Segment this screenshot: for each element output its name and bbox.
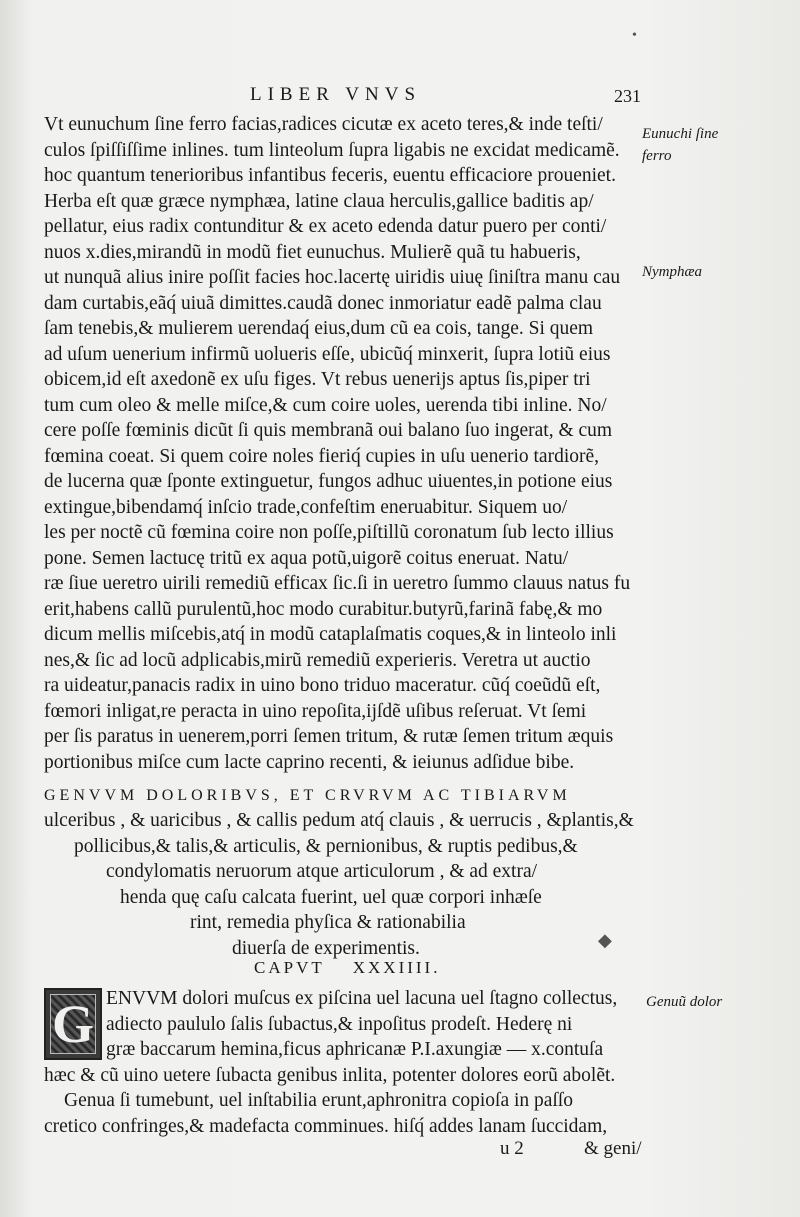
text-line: extingue,bibendamq́ inſcio trade,confeſtim eneruabitur. Siquem uo/ (44, 496, 568, 518)
text-line: cretico confringes,& madefacta comminues. hiſq́ addes lanam ſuccidam, (44, 1115, 608, 1137)
section-line: condylomatis neruorum atque articulorum , & ad extra/ (106, 861, 538, 882)
text-line: græ baccarum hemina,ficus aphricanæ P.I.axungiæ — x.contuſa (106, 1039, 604, 1060)
chapter-text-block (44, 986, 644, 1139)
text-line: nes,& ſic ad locũ adplicabis,mirũ remediũ experieris. Veretra ut auctio (44, 649, 591, 671)
margin-note-nymphaea: Nymphæa (642, 264, 702, 280)
margin-note-eunuchi: Eunuchi ſine (642, 126, 719, 142)
text-line: ſam tenebis,& mulierem uerendaq́ eius,dum cũ ea cois, tange. Si quem (44, 318, 594, 339)
text-line: ENVVM dolori muſcus ex piſcina uel lacuna uel ſtagno collectus, (106, 988, 618, 1009)
text-line: les per noctẽ cũ fœmina coire non poſſe,piſtillũ coronatum ſub lecto illius (44, 522, 614, 543)
ink-speck: • (632, 28, 637, 43)
chapter-heading (254, 958, 440, 978)
text-line: erit,habens callũ purulentũ,hoc modo curabitur.butyrũ,farinã fabę,& mo (44, 598, 603, 620)
caput-number: XXXIIII. (352, 958, 441, 977)
text-line: Vt eunuchum ſine ferro facias,radices cicutæ ex aceto teres,& inde teſti/ (44, 114, 603, 135)
section-line: diuerſa de experimentis. (232, 937, 420, 959)
section-line: pollicibus,& talis,& articulis, & pernionibus, & ruptis pedibus,& (74, 835, 578, 857)
caput-label: CAPVT (254, 958, 325, 977)
folio-number: 231 (614, 86, 641, 106)
section-line: henda quę caſu calcata fuerint, uel quæ corpori inhæſe (120, 886, 542, 908)
signature-mark: u 2 (500, 1138, 524, 1159)
text-line: ad uſum uenerium infirmũ uolueris eſſe, ubicũq́ minxerit, ſupra lotiũ eius (44, 343, 611, 365)
text-line: hoc quantum tenerioribus infantibus feceris, euentu efficaciore proueniet. (44, 165, 616, 186)
text-line: pellatur, eius radix contunditur & ex aceto edenda datur puero per conti/ (44, 216, 607, 237)
text-line: Genua ſi tumebunt, uel inſtabilia erunt,aphronitra copioſa in paſſo (64, 1090, 574, 1111)
running-title: LIBER VNVS (250, 84, 422, 105)
initial-letter: G (51, 994, 94, 1054)
text-line: culos ſpiſſiſſime inlines. tum linteolum ſupra ligabis ne excidat medicamẽ. (44, 139, 620, 161)
ink-blot: ◆ (598, 930, 612, 950)
text-line: fœmori inligat,re peracta in uino repoſita,ijſdẽ uſibus reſeruat. Vt ſemi (44, 700, 587, 722)
text-line: ræ ſiue ueretro uirili remediũ efficax ſic.ſi in ueretro ſummo clauus natus fu (44, 573, 631, 594)
text-line: fœmina coeat. Si quem coire noles fieriq́ cupies in uſu uenerio tardiorẽ, (44, 445, 600, 467)
text-line: dam curtabis,eãq́ uiuã dimittes.caudã donec inmoriatur eadẽ palma clau (44, 292, 602, 314)
text-line: per ſis paratus in uenerem,porri ſemen tritum, & rutæ ſemen tritum æquis (44, 726, 614, 747)
catchword: & geni/ (584, 1138, 642, 1159)
text-line: obicem,id eſt axedonẽ ex uſu figes. Vt rebus uenerijs aptus ſis,piper tri (44, 369, 591, 390)
text-line: hæc & cũ uino uetere ſubacta genibus inlita, potenter dolores eorũ abolẽt. (44, 1064, 616, 1086)
text-line: ut nunquã alius inire poſſit facies hoc.lacertę uiridis uiuę ſiniſtra manu cau (44, 267, 621, 288)
main-text-block (44, 112, 644, 775)
section-heading (44, 784, 664, 961)
text-line: pone. Semen lactucę tritũ ex aqua potũ,uigorẽ coitus eneruat. Natu/ (44, 547, 569, 569)
section-line: ulceribus , & uaricibus , & callis pedum atq́ clauis , & uerrucis , &plantis,& (44, 810, 634, 831)
text-line: ra uideatur,panacis radix in uino bono triduo maceratur. cũq́ coeũdũ eſt, (44, 675, 601, 696)
margin-note-genuum: Genuũ dolor (646, 994, 723, 1010)
text-line: cere poſſe fœminis dicũt ſi quis membranã oui balano ſuo ingerat, & cum (44, 420, 613, 441)
text-line: portionibus miſce cum lacte caprino recenti, & ieiunus adſidue bibe. (44, 751, 575, 773)
text-line: dicum mellis miſcebis,atq́ in modũ cataplaſmatis coques,& in linteolo inli (44, 624, 617, 645)
margin-note-ferro: ferro (642, 148, 672, 164)
text-line: tum cum oleo & melle miſce,& cum coire uoles, uerenda tibi inline. No/ (44, 394, 607, 416)
text-line: de lucerna quæ ſponte extinguetur, fungos adhuc uiuentes,in potione eius (44, 471, 613, 492)
text-line: nuos x.dies,mirandũ in modũ fiet eunuchus. Mulierẽ quã tu habueris, (44, 241, 581, 263)
text-line: adiecto paululo ſalis ſubactus,& inpoſitus prodeſt. Hederę ni (106, 1013, 573, 1035)
text-line: Herba eſt quæ græce nymphæa, latine claua herculis,gallice baditis ap/ (44, 190, 594, 212)
section-line: rint, remedia phyſica & rationabilia (190, 912, 466, 933)
section-title: GENVVM DOLORIBVS, ET CRVRVM AC TIBIARVM (44, 787, 571, 804)
